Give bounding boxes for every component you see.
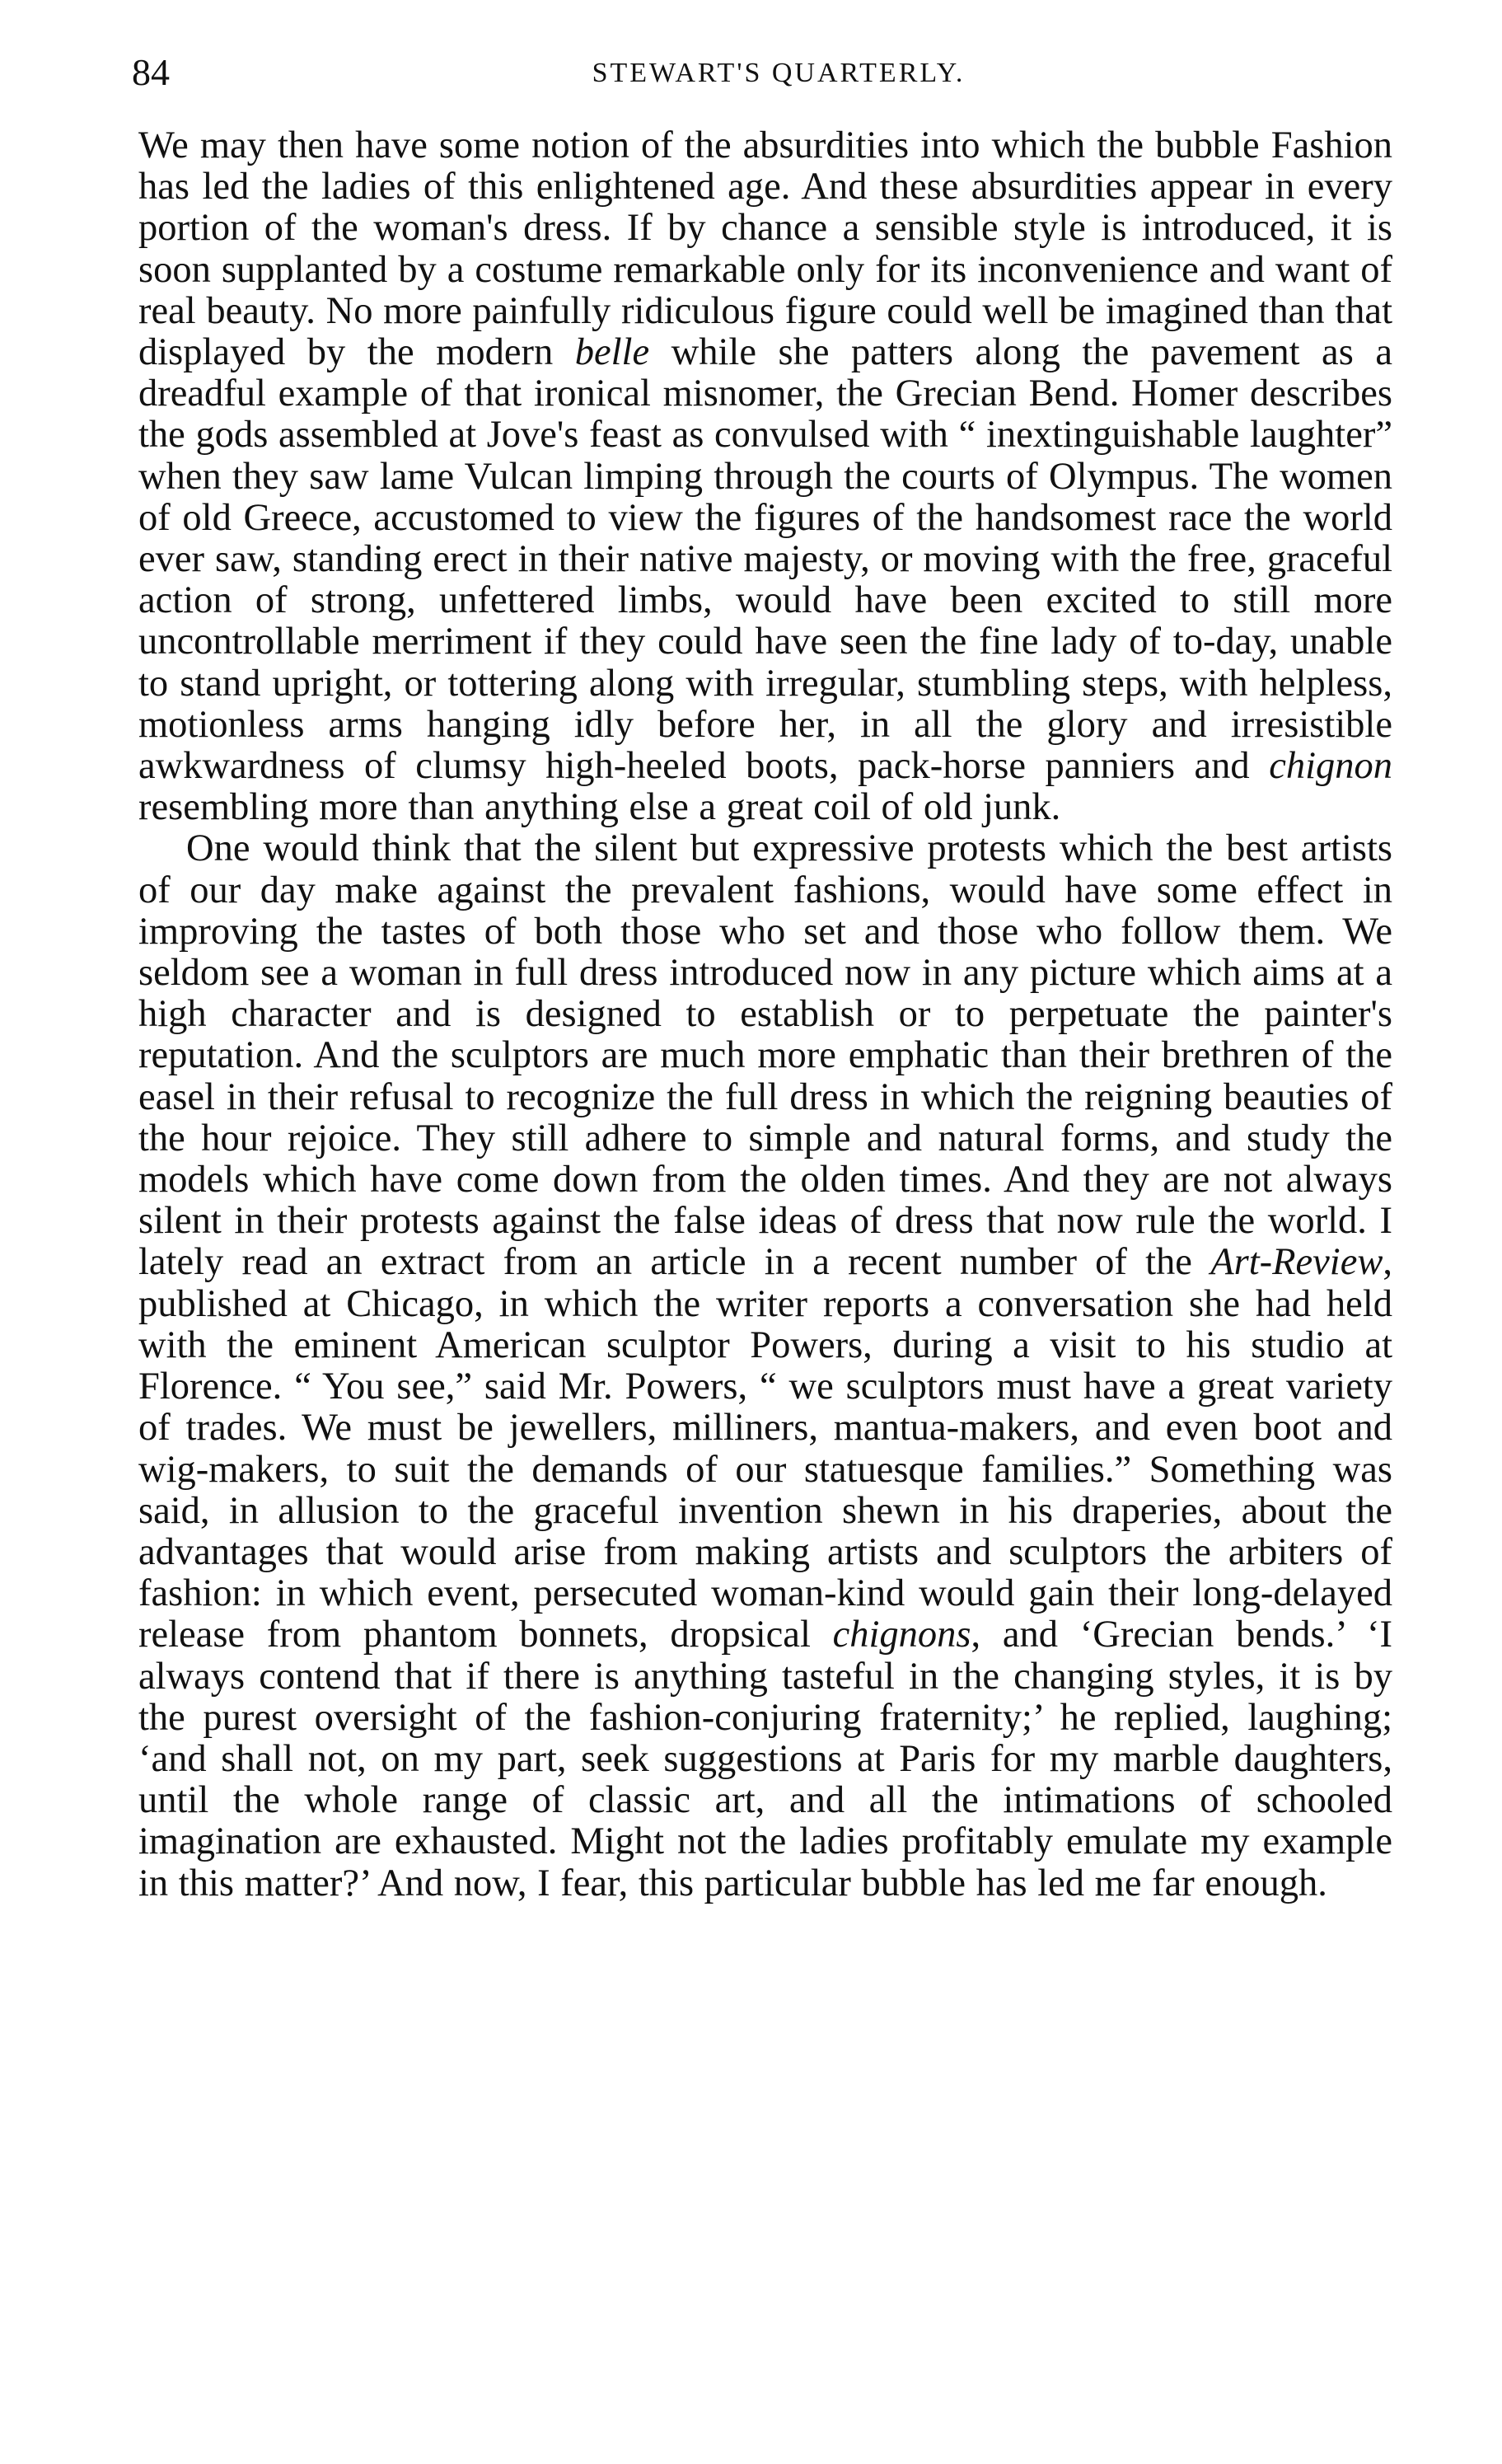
paragraph-1 — [138, 125, 1392, 828]
paragraph-2-italic-chignons: chignons — [832, 1614, 971, 1656]
paragraph-1-text-2: while she patters along the pavement as a dreadful example of that ironical misnomer, the Grecian Bend. Homer describes the gods assembled at Jove's feast as convulsed with “ inextinguishable laughter” when they saw lame Vulcan limping through the courts of Olympus. The women of old Greece, accustomed to view the figures of the handsomest race the world ever saw, standing erect in their native majesty, or moving with the free, graceful action of strong, unfettered limbs, would have been excited to still more uncontrollable merriment if they could have seen the fine lady of to-day, unable to stand upright, or tottering along with irregular, stumbling steps, with helpless, motionless arms hanging idly before her, in all the glory and irresistible awkwardness of clumsy high-heeled boots, pack-horse panniers and — [138, 331, 1392, 788]
paragraph-1-italic-chignon: chignon — [1269, 745, 1392, 788]
page-number: 84 — [132, 51, 170, 93]
paragraph-2 — [138, 828, 1392, 1904]
paragraph-2-italic-art-review: Art-Review — [1210, 1241, 1383, 1284]
body-text — [138, 125, 1392, 1904]
paragraph-1-text-1: We may then have some notion of the absurdities into which the bubble Fashion has led the ladies of this enlightened age. And these absurdities appear in every portion of the woman's dress. If by chance a sensible style is introduced, it is soon supplanted by a costume remarkable only for its inconvenience and want of real beauty. No more painfully ridiculous figure could well be imagined than that displayed by the modern — [138, 124, 1392, 374]
paragraph-2-text-2: , published at Chicago, in which the writer reports a conversation she had held with the eminent American sculptor Powers, during a visit to his studio at Florence. “ You see,” said Mr. Powers, “ we sculptors must have a great variety of trades. We must be jewellers, milliners, mantua-makers, and even boot and wig-makers, to suit the demands of our statuesque families.” Something was said, in allusion to the graceful invention shewn in his draperies, about the advantages that would arise from making artists and sculptors the arbiters of fashion: in which event, persecuted woman-kind would gain their long-delayed release from phantom bonnets, dropsical — [138, 1241, 1392, 1656]
paragraph-2-text-3: , and ‘Grecian bends.’ ‘I always contend that if there is anything tasteful in the changing styles, it is by the purest oversight of the fashion-conjuring fraternity;’ he replied, laughing; ‘and shall not, on my part, seek suggestions at Paris for my marble daughters, until the whole range of classic art, and all the intimations of schooled imagination are exhausted. Might not the ladies profitably emulate my example in this matter?’ And now, I fear, this particular bubble has led me far enough. — [138, 1614, 1392, 1904]
paragraph-1-italic-belle: belle — [574, 331, 650, 374]
paragraph-1-text-3: resembling more than anything else a great coil of old junk. — [138, 786, 1061, 829]
page-header — [132, 48, 1392, 97]
paragraph-2-text-1: One would think that the silent but expressive protests which the best artists of our day make against the prevalent fashions, would have some effect in improving the tastes of both those who set and those who follow them. We seldom see a woman in full dress introduced now in any picture which aims at a high character and is designed to establish or to perpetuate the painter's reputation. And the sculptors are much more emphatic than their brethren of the easel in their refusal to recognize the full dress in which the reigning beauties of the hour rejoice. They still adhere to simple and natural forms, and study the models which have come down from the olden times. And they are not always silent in their protests against the false ideas of dress that now rule the world. I lately read an extract from an article in a recent number of the — [138, 827, 1392, 1284]
running-head: STEWART'S QUARTERLY. — [592, 58, 966, 88]
